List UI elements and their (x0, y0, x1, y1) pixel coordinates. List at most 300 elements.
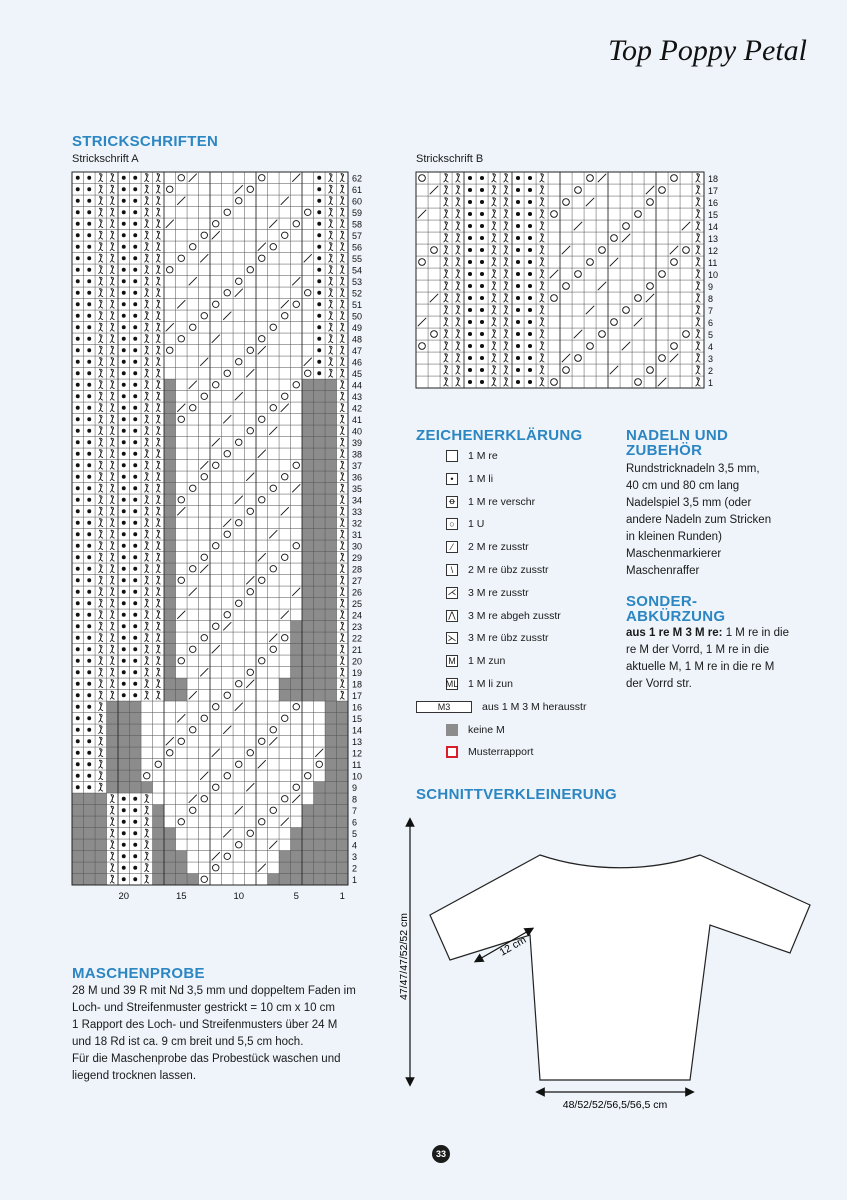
chart-a-cell (164, 207, 176, 219)
legend-item-ssk (416, 560, 549, 580)
chart-a-row-number: 48 (352, 334, 363, 345)
chart-a-cell (279, 517, 291, 529)
chart-a-cell (210, 483, 222, 495)
chart-b-row-number: 1 (708, 377, 714, 388)
purl-symbol (122, 544, 126, 548)
purl-symbol (87, 544, 91, 548)
chart-a-cell (210, 379, 222, 391)
chart-b-cell (644, 316, 656, 328)
chart-a-cell (302, 632, 314, 644)
chart-a-cell (164, 287, 176, 299)
purl-symbol (87, 774, 91, 778)
purl-symbol (133, 567, 137, 571)
chart-b-cell (668, 196, 680, 208)
chart-b-cell (416, 256, 428, 268)
purl-symbol (76, 521, 80, 525)
purl-symbol (317, 187, 321, 191)
chart-a-cell (176, 563, 188, 575)
purl-symbol (516, 260, 520, 264)
chart-b-cell (596, 352, 608, 364)
purl-symbol (76, 406, 80, 410)
chart-a-cell (233, 471, 245, 483)
chart-a-cell (302, 494, 314, 506)
chart-a-cell (302, 437, 314, 449)
chart-a-cell (164, 828, 176, 840)
chart-a-cell (302, 425, 314, 437)
chart-a-cell (176, 253, 188, 265)
chart-b-cell (620, 376, 632, 388)
purl-symbol (87, 360, 91, 364)
legend-label: Musterrapport (468, 746, 534, 759)
chart-a-cell (256, 460, 268, 472)
chart-b-row-number: 7 (708, 305, 714, 316)
chart-a-cell (176, 816, 188, 828)
chart-a-cell (302, 862, 314, 874)
chart-b-cell (584, 352, 596, 364)
chart-b-cell (416, 340, 428, 352)
chart-a-row-number: 51 (352, 299, 363, 310)
chart-a-cell (268, 345, 280, 357)
chart-a-cell (176, 483, 188, 495)
chart-a-cell (95, 816, 107, 828)
chart-a-cell (187, 644, 199, 656)
purl-symbol (87, 509, 91, 513)
chart-a-cell (256, 517, 268, 529)
chart-a-cell (233, 655, 245, 667)
purl-symbol (528, 320, 532, 324)
chart-a-cell (268, 322, 280, 334)
chart-a-cell (268, 816, 280, 828)
chart-b-cell (572, 184, 584, 196)
chart-b-cell (608, 376, 620, 388)
chart-a-cell (245, 621, 257, 633)
chart-a-row-number: 15 (352, 713, 363, 724)
chart-b-cell (668, 328, 680, 340)
chart-b-cell (584, 340, 596, 352)
chart-b-row-number: 10 (708, 269, 719, 280)
chart-a-cell (279, 598, 291, 610)
chart-a-cell (314, 425, 326, 437)
chart-b-cell (548, 244, 560, 256)
chart-a-cell (210, 218, 222, 230)
chart-a-cell (187, 195, 199, 207)
chart-a-cell (107, 747, 119, 759)
chart-a-cell (199, 678, 211, 690)
chart-a-cell (199, 805, 211, 817)
chart-a-row-number: 49 (352, 322, 363, 333)
chart-a-cell (337, 759, 349, 771)
chart-a-cell (325, 529, 337, 541)
chart-a-cell (164, 460, 176, 472)
chart-a-cell (245, 724, 257, 736)
chart-a-row-number: 11 (352, 759, 362, 770)
chart-a-cell (279, 632, 291, 644)
legend-item-m1 (416, 651, 505, 671)
chart-a-cell (199, 402, 211, 414)
chart-a-cell (233, 425, 245, 437)
chart-a-cell (222, 632, 234, 644)
chart-a-cell (187, 184, 199, 196)
chart-b-cell (560, 364, 572, 376)
purl-symbol (122, 659, 126, 663)
chart-b-cell (572, 292, 584, 304)
chart-a-cell (245, 563, 257, 575)
purl-symbol (76, 279, 80, 283)
chart-b-cell (680, 376, 692, 388)
chart-a-cell (268, 356, 280, 368)
chart-a-cell (222, 575, 234, 587)
chart-a-cell (176, 333, 188, 345)
chart-a-cell (256, 644, 268, 656)
chart-a-row-number: 46 (352, 357, 363, 368)
chart-b-cell (632, 364, 644, 376)
chart-a-cell (268, 621, 280, 633)
purl-symbol (528, 236, 532, 240)
width-label: 48/52/52/56,5/56,5 cm (562, 1099, 668, 1111)
chart-a-cell (256, 736, 268, 748)
chart-a-row-number: 45 (352, 368, 363, 379)
chart-a-cell (176, 678, 188, 690)
chart-b-cell (428, 220, 440, 232)
chart-a-cell (291, 356, 303, 368)
purl-symbol (87, 394, 91, 398)
chart-a-cell (291, 471, 303, 483)
chart-a-cell (153, 816, 165, 828)
chart-a-cell (279, 575, 291, 587)
chart-a-cell (302, 471, 314, 483)
purl-symbol (133, 854, 137, 858)
chart-b-cell (548, 232, 560, 244)
chart-a-cell (164, 724, 176, 736)
chart-a-cell (118, 770, 130, 782)
chart-a-cell (187, 483, 199, 495)
chart-a-cell (245, 310, 257, 322)
chart-a-cell (210, 563, 222, 575)
legend-item-k3tog (416, 583, 529, 603)
chart-a-cell (187, 368, 199, 380)
chart-a-cell (302, 299, 314, 311)
chart-b-cell (644, 364, 656, 376)
chart-b-cell (596, 268, 608, 280)
chart-a-cell (314, 379, 326, 391)
chart-a-cell (187, 471, 199, 483)
chart-a-row-number: 19 (352, 667, 363, 678)
chart-a-cell (210, 770, 222, 782)
purl-symbol (76, 544, 80, 548)
purl-symbol (76, 659, 80, 663)
chart-a-cell (325, 391, 337, 403)
chart-a-cell (245, 690, 257, 702)
chart-a-cell (233, 230, 245, 242)
chart-a-cell (314, 494, 326, 506)
chart-a-cell (199, 184, 211, 196)
purl-symbol (468, 260, 472, 264)
chart-a-cell (164, 816, 176, 828)
chart-a-cell (222, 851, 234, 863)
chart-b-cell (632, 256, 644, 268)
purl-symbol (87, 751, 91, 755)
chart-a-cell (268, 609, 280, 621)
chart-a-row-number: 3 (352, 851, 358, 862)
purl-symbol (122, 291, 126, 295)
chart-a-cell (245, 552, 257, 564)
chart-a-cell (141, 724, 153, 736)
chart-a-cell (210, 805, 222, 817)
chart-a-cell (187, 230, 199, 242)
purl-symbol (122, 314, 126, 318)
purl-symbol (133, 555, 137, 559)
chart-a-cell (176, 724, 188, 736)
chart-a-cell (256, 713, 268, 725)
chart-a-row-number: 27 (352, 575, 363, 586)
chart-a-cell (153, 862, 165, 874)
purl-symbol (480, 296, 484, 300)
chart-a-cell (279, 747, 291, 759)
chart-a-cell (256, 782, 268, 794)
chart-a-cell (210, 598, 222, 610)
chart-b-cell (548, 280, 560, 292)
chart-a-cell (210, 816, 222, 828)
purl-symbol (87, 314, 91, 318)
purl-symbol (122, 417, 126, 421)
chart-a-cell (130, 747, 142, 759)
chart-a-cell (302, 839, 314, 851)
chart-a-cell (176, 276, 188, 288)
chart-b-cell (668, 292, 680, 304)
chart-a-cell (268, 540, 280, 552)
chart-a-cell (268, 770, 280, 782)
chart-a-cell (279, 701, 291, 713)
chart-a-cell (279, 172, 291, 184)
chart-a-cell (187, 701, 199, 713)
purl-symbol (480, 380, 484, 384)
chart-a-cell (233, 713, 245, 725)
purl-symbol (76, 624, 80, 628)
chart-a-cell (199, 471, 211, 483)
gauge-line: 28 M und 39 R mit Nd 3,5 mm und doppeltem Faden im (72, 985, 356, 997)
chart-a-cell (199, 874, 211, 886)
chart-a-cell (279, 552, 291, 564)
chart-a-cell (210, 586, 222, 598)
purl-symbol (480, 332, 484, 336)
purl-symbol (76, 176, 80, 180)
chart-a-cell (279, 471, 291, 483)
abbrev-body (626, 625, 826, 693)
chart-a-cell (176, 207, 188, 219)
chart-a-cell (245, 253, 257, 265)
purl-symbol (468, 296, 472, 300)
purl-symbol (87, 670, 91, 674)
chart-a-cell (233, 770, 245, 782)
chart-a-cell (245, 759, 257, 771)
chart-a-cell (199, 736, 211, 748)
chart-a-cell (164, 368, 176, 380)
purl-symbol (122, 279, 126, 283)
chart-b-cell (584, 280, 596, 292)
chart-a-cell (256, 609, 268, 621)
chart-a-cell (279, 483, 291, 495)
purl-symbol (468, 176, 472, 180)
chart-a-cell (256, 230, 268, 242)
chart-a-cell (268, 471, 280, 483)
chart-a-cell (164, 506, 176, 518)
chart-a-cell (187, 759, 199, 771)
chart-a-cell (176, 310, 188, 322)
chart-a-cell (199, 529, 211, 541)
chart-a-cell (325, 874, 337, 886)
chart-a-cell (256, 414, 268, 426)
page-title: Top Poppy Petal (608, 34, 807, 67)
chart-a-cell (302, 517, 314, 529)
chart-b-row-number: 14 (708, 221, 719, 232)
chart-a-cell (279, 460, 291, 472)
chart-b-cell (644, 256, 656, 268)
purl-symbol (122, 808, 126, 812)
abbrev-line: aktuelle M, 1 M re in die re M (626, 661, 775, 673)
chart-b-cell (548, 208, 560, 220)
purl-symbol (87, 624, 91, 628)
chart-a-cell (199, 276, 211, 288)
chart-a-cell (256, 632, 268, 644)
chart-a-cell (187, 460, 199, 472)
chart-a-cell (245, 425, 257, 437)
chart-a-cell (222, 172, 234, 184)
chart-a-cell (291, 690, 303, 702)
chart-a-cell (210, 874, 222, 886)
chart-a-cell (245, 184, 257, 196)
chart-a-cell (302, 345, 314, 357)
chart-b-cell (548, 340, 560, 352)
chart-a-cell (291, 448, 303, 460)
chart-a-cell (302, 816, 314, 828)
chart-a-cell (325, 563, 337, 575)
purl-symbol (133, 314, 137, 318)
purl-symbol (76, 774, 80, 778)
purl-symbol (468, 308, 472, 312)
chart-a-cell (245, 494, 257, 506)
chart-b-cell (428, 196, 440, 208)
purl-symbol (133, 199, 137, 203)
chart-a-cell (141, 736, 153, 748)
chart-a-cell (118, 701, 130, 713)
chart-a-cell (302, 644, 314, 656)
chart-a-cell (256, 264, 268, 276)
chart-b-cell (428, 232, 440, 244)
chart-a-cell (222, 678, 234, 690)
chart-b-cell (668, 304, 680, 316)
chart-a-cell (325, 517, 337, 529)
chart-a-cell (222, 322, 234, 334)
chart-a-cell (176, 448, 188, 460)
chart-a-cell (245, 287, 257, 299)
chart-a-cell (176, 345, 188, 357)
chart-a-cell (245, 644, 257, 656)
chart-a-cell (325, 724, 337, 736)
chart-a-cell (187, 724, 199, 736)
purl-symbol (133, 463, 137, 467)
chart-a-cell (176, 322, 188, 334)
chart-a-cell (199, 632, 211, 644)
chart-a-cell (233, 736, 245, 748)
abbrev-heading (626, 594, 725, 624)
chart-a-cell (222, 253, 234, 265)
chart-a-cell (210, 828, 222, 840)
chart-a-cell (222, 793, 234, 805)
chart-a-cell (164, 310, 176, 322)
chart-b-row-number: 2 (708, 365, 714, 376)
chart-b-cell (656, 268, 668, 280)
chart-a-cell (164, 575, 176, 587)
chart-b-cell (620, 220, 632, 232)
chart-b-cell (416, 304, 428, 316)
chart-a-cell (199, 644, 211, 656)
chart-a-cell (233, 747, 245, 759)
chart-b-cell (608, 232, 620, 244)
chart-a-col-number: 5 (293, 891, 299, 902)
chart-a-cell (210, 276, 222, 288)
chart-a-cell (291, 552, 303, 564)
chart-a-cell (268, 448, 280, 460)
chart-a-cell (176, 598, 188, 610)
chart-a-cell (268, 851, 280, 863)
chart-b-cell (680, 328, 692, 340)
chart-a-cell (84, 816, 96, 828)
chart-a-cell (118, 747, 130, 759)
chart-a-cell (268, 828, 280, 840)
purl-symbol (122, 222, 126, 226)
chart-b-cell (596, 220, 608, 232)
purl-symbol (87, 302, 91, 306)
chart-a-cell (95, 793, 107, 805)
chart-a-cell (245, 828, 257, 840)
chart-a-cell (268, 805, 280, 817)
chart-a-cell (199, 828, 211, 840)
purl-symbol (87, 613, 91, 617)
purl-symbol (87, 463, 91, 467)
chart-a-cell (176, 793, 188, 805)
chart-a-cell (210, 736, 222, 748)
legend-label: 3 M re übz zusstr (468, 632, 549, 645)
legend-label: 1 M li zun (468, 678, 513, 690)
chart-b-cell (416, 364, 428, 376)
chart-a-cell (245, 517, 257, 529)
chart-b-row-number: 11 (708, 257, 718, 268)
chart-a-cell (302, 460, 314, 472)
chart-a-row-number: 29 (352, 552, 363, 563)
chart-a-cell (245, 747, 257, 759)
chart-a-cell (325, 678, 337, 690)
chart-a-row-number: 60 (352, 196, 363, 207)
chart-a-cell (187, 391, 199, 403)
chart-a-cell (72, 805, 84, 817)
chart-b-cell (608, 208, 620, 220)
chart-a-cell (256, 621, 268, 633)
chart-a-cell (222, 862, 234, 874)
chart-a-cell (233, 448, 245, 460)
chart-a-cell (268, 264, 280, 276)
chart-a-cell (107, 782, 119, 794)
chart-a-cell (245, 437, 257, 449)
purl-symbol (133, 302, 137, 306)
chart-a-cell (164, 448, 176, 460)
chart-a-cell (222, 713, 234, 725)
legend-item-nostitch (416, 720, 505, 740)
chart-a-cell (279, 770, 291, 782)
chart-a-cell (164, 770, 176, 782)
chart-a-cell (279, 379, 291, 391)
chart-a-cell (187, 414, 199, 426)
chart-a-cell (164, 632, 176, 644)
